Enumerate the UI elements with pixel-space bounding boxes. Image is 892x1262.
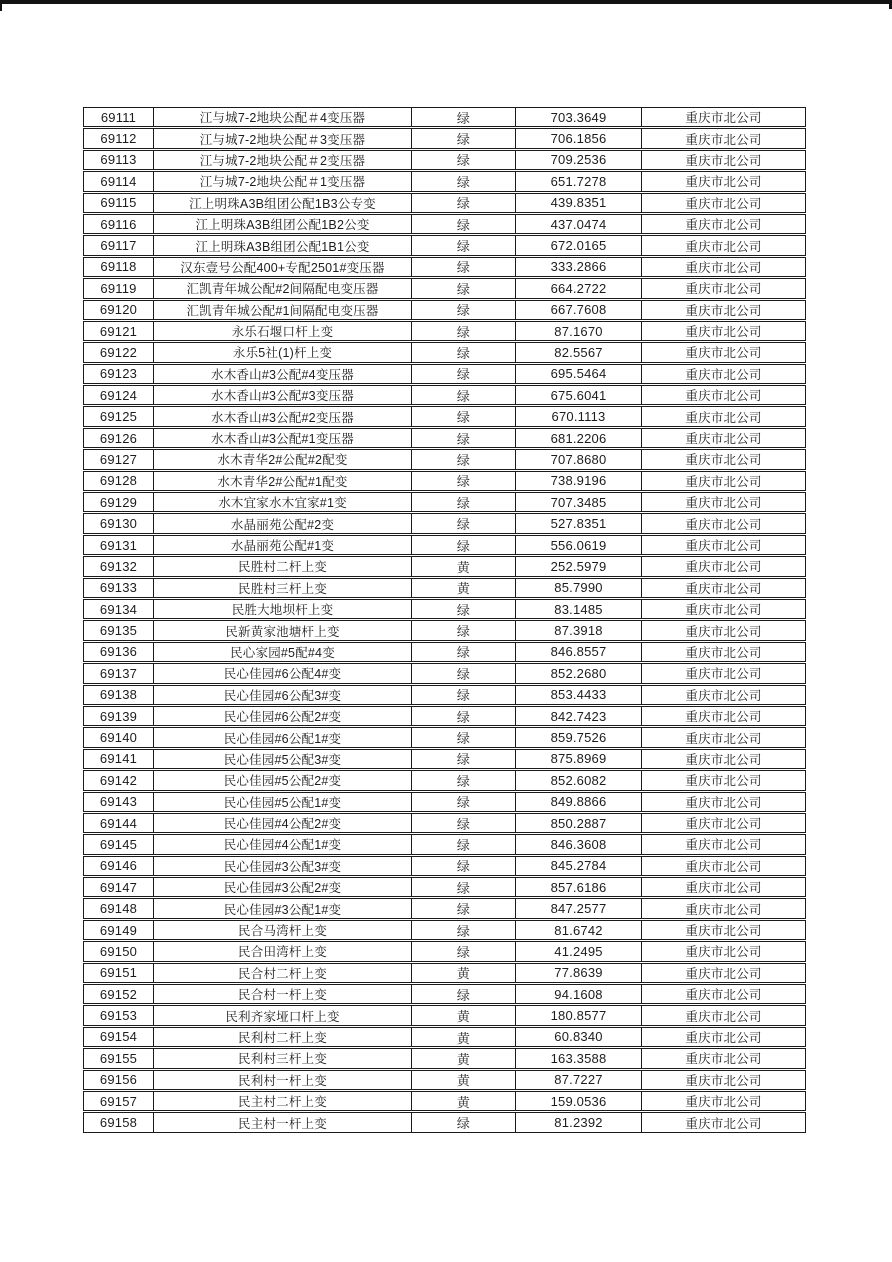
cell-company: 重庆市北公司 xyxy=(685,325,762,340)
cell-status: 绿 xyxy=(412,301,516,319)
cell-id: 69126 xyxy=(84,429,154,447)
cell-name: 水木香山#3公配#4变压器 xyxy=(154,365,412,383)
cell-name: 民合村一杆上变 xyxy=(154,985,412,1003)
table-row xyxy=(83,449,806,469)
cell-name: 民新黄家池塘杆上变 xyxy=(154,621,412,639)
cell-name: 民心佳园#4公配1#变 xyxy=(154,835,412,853)
cell-value: 672.0165 xyxy=(516,236,642,254)
cell-id: 69117 xyxy=(84,236,154,254)
table-row xyxy=(83,171,806,191)
cell-id: 69116 xyxy=(84,215,154,233)
cell-name: 民心佳园#4公配2#变 xyxy=(154,814,412,832)
cell-company: 重庆市北公司 xyxy=(685,710,762,725)
cell-id: 69132 xyxy=(84,557,154,575)
cell-name: 民合田湾杆上变 xyxy=(154,942,412,960)
cell-company: 重庆市北公司 xyxy=(685,517,762,532)
cell-name: 汉东壹号公配400+专配2501#变压器 xyxy=(154,258,412,276)
cell-status: 绿 xyxy=(412,857,516,875)
cell-value: 707.3485 xyxy=(516,493,642,511)
cell-name: 民胜大地坝杆上变 xyxy=(154,600,412,618)
cell-company: 重庆市北公司 xyxy=(685,1073,762,1088)
table-row xyxy=(83,364,806,384)
table-row xyxy=(83,257,806,277)
cell-name: 民心佳园#5公配3#变 xyxy=(154,750,412,768)
cell-status: 黄 xyxy=(412,1092,516,1110)
cell-company: 重庆市北公司 xyxy=(685,667,762,682)
cell-id: 69113 xyxy=(84,151,154,169)
cell-name: 民心佳园#3公配2#变 xyxy=(154,878,412,896)
cell-company: 重庆市北公司 xyxy=(685,774,762,789)
table-row xyxy=(83,770,806,790)
cell-company: 重庆市北公司 xyxy=(685,1116,762,1131)
cell-name: 水木香山#3公配#2变压器 xyxy=(154,407,412,425)
cell-id: 69151 xyxy=(84,964,154,982)
table-row xyxy=(83,813,806,833)
cell-status: 绿 xyxy=(412,921,516,939)
cell-id: 69134 xyxy=(84,600,154,618)
cell-status: 黄 xyxy=(412,579,516,597)
cell-status: 绿 xyxy=(412,536,516,554)
cell-id: 69139 xyxy=(84,707,154,725)
cell-status: 绿 xyxy=(412,899,516,917)
table-row xyxy=(83,1070,806,1090)
cell-value: 852.2680 xyxy=(516,664,642,682)
cell-id: 69141 xyxy=(84,750,154,768)
cell-id: 69144 xyxy=(84,814,154,832)
cell-name: 水木香山#3公配#3变压器 xyxy=(154,386,412,404)
table-row xyxy=(83,1091,806,1111)
cell-company: 重庆市北公司 xyxy=(685,1095,762,1110)
cell-status: 黄 xyxy=(412,557,516,575)
cell-status: 黄 xyxy=(412,1006,516,1024)
cell-value: 707.8680 xyxy=(516,450,642,468)
cell-company: 重庆市北公司 xyxy=(685,303,762,318)
cell-company: 重庆市北公司 xyxy=(685,539,762,553)
cell-name: 民利村二杆上变 xyxy=(154,1028,412,1046)
cell-id: 69131 xyxy=(84,536,154,554)
table-row xyxy=(83,663,806,683)
cell-status: 绿 xyxy=(412,985,516,1003)
table-row xyxy=(83,920,806,940)
cell-value: 706.1856 xyxy=(516,129,642,147)
cell-name: 江与城7-2地块公配＃2变压器 xyxy=(154,151,412,169)
cell-status: 绿 xyxy=(412,493,516,511)
cell-status: 绿 xyxy=(412,129,516,147)
cell-company: 重庆市北公司 xyxy=(685,196,762,211)
cell-name: 民利村一杆上变 xyxy=(154,1071,412,1089)
cell-id: 69142 xyxy=(84,771,154,789)
cell-company: 重庆市北公司 xyxy=(685,560,762,575)
cell-value: 83.1485 xyxy=(516,600,642,618)
table-row xyxy=(83,877,806,897)
cell-id: 69129 xyxy=(84,493,154,511)
cell-status: 黄 xyxy=(412,1028,516,1046)
cell-company: 重庆市北公司 xyxy=(685,389,762,404)
cell-id: 69125 xyxy=(84,407,154,425)
cell-id: 69138 xyxy=(84,686,154,704)
cell-company: 重庆市北公司 xyxy=(685,688,762,703)
cell-id: 69157 xyxy=(84,1092,154,1110)
cell-company: 重庆市北公司 xyxy=(685,260,762,275)
cell-value: 159.0536 xyxy=(516,1092,642,1110)
cell-company: 重庆市北公司 xyxy=(685,175,762,190)
cell-value: 87.7227 xyxy=(516,1071,642,1089)
cell-id: 69128 xyxy=(84,472,154,490)
cell-name: 民主村一杆上变 xyxy=(154,1113,412,1131)
cell-value: 41.2495 xyxy=(516,942,642,960)
table-row xyxy=(83,235,806,255)
table-row xyxy=(83,1005,806,1025)
cell-value: 333.2866 xyxy=(516,258,642,276)
cell-value: 681.2206 xyxy=(516,429,642,447)
cell-company: 重庆市北公司 xyxy=(685,132,762,147)
cell-status: 绿 xyxy=(412,728,516,746)
cell-status: 绿 xyxy=(412,707,516,725)
cell-status: 绿 xyxy=(412,600,516,618)
table-row xyxy=(83,1112,806,1132)
table-row xyxy=(83,150,806,170)
cell-value: 527.8351 xyxy=(516,514,642,532)
cell-id: 69111 xyxy=(84,108,154,126)
cell-status: 绿 xyxy=(412,686,516,704)
transformer-table xyxy=(83,107,806,1134)
cell-value: 852.6082 xyxy=(516,771,642,789)
scan-edge-top xyxy=(0,0,892,4)
cell-id: 69130 xyxy=(84,514,154,532)
cell-value: 846.8557 xyxy=(516,643,642,661)
cell-id: 69137 xyxy=(84,664,154,682)
cell-value: 180.8577 xyxy=(516,1006,642,1024)
cell-company: 重庆市北公司 xyxy=(685,752,762,767)
cell-value: 87.3918 xyxy=(516,621,642,639)
cell-value: 703.3649 xyxy=(516,108,642,126)
cell-name: 江上明珠A3B组团公配1B3公专变 xyxy=(154,194,412,212)
cell-company: 重庆市北公司 xyxy=(685,453,762,468)
cell-id: 69133 xyxy=(84,579,154,597)
cell-status: 绿 xyxy=(412,407,516,425)
cell-company: 重庆市北公司 xyxy=(685,218,762,233)
cell-company: 重庆市北公司 xyxy=(685,624,762,639)
table-row xyxy=(83,792,806,812)
cell-company: 重庆市北公司 xyxy=(685,282,762,297)
table-row xyxy=(83,385,806,405)
cell-name: 民心佳园#5公配2#变 xyxy=(154,771,412,789)
cell-status: 绿 xyxy=(412,750,516,768)
cell-company: 重庆市北公司 xyxy=(685,881,762,896)
cell-name: 水晶丽苑公配#2变 xyxy=(154,514,412,532)
cell-name: 民胜村三杆上变 xyxy=(154,579,412,597)
cell-value: 81.6742 xyxy=(516,921,642,939)
cell-id: 69114 xyxy=(84,172,154,190)
table-row xyxy=(83,428,806,448)
cell-name: 汇凯青年城公配#2间隔配电变压器 xyxy=(154,279,412,297)
cell-name: 水晶丽苑公配#1变 xyxy=(154,536,412,554)
cell-id: 69143 xyxy=(84,793,154,811)
cell-company: 重庆市北公司 xyxy=(685,859,762,874)
cell-name: 民心佳园#6公配4#变 xyxy=(154,664,412,682)
cell-value: 695.5464 xyxy=(516,365,642,383)
cell-status: 绿 xyxy=(412,429,516,447)
cell-company: 重庆市北公司 xyxy=(685,945,762,960)
table-row xyxy=(83,492,806,512)
cell-value: 857.6186 xyxy=(516,878,642,896)
cell-value: 859.7526 xyxy=(516,728,642,746)
cell-company: 重庆市北公司 xyxy=(685,432,762,447)
table-row xyxy=(83,642,806,662)
cell-status: 绿 xyxy=(412,878,516,896)
cell-value: 842.7423 xyxy=(516,707,642,725)
cell-id: 69135 xyxy=(84,621,154,639)
cell-status: 绿 xyxy=(412,194,516,212)
cell-status: 绿 xyxy=(412,472,516,490)
cell-company: 重庆市北公司 xyxy=(685,153,762,168)
cell-id: 69152 xyxy=(84,985,154,1003)
cell-name: 民心佳园#3公配3#变 xyxy=(154,857,412,875)
table-row xyxy=(83,834,806,854)
cell-company: 重庆市北公司 xyxy=(685,496,762,511)
cell-company: 重庆市北公司 xyxy=(685,795,762,810)
cell-id: 69148 xyxy=(84,899,154,917)
cell-value: 875.8969 xyxy=(516,750,642,768)
cell-status: 黄 xyxy=(412,1071,516,1089)
cell-value: 667.7608 xyxy=(516,301,642,319)
table-row xyxy=(83,535,806,555)
cell-value: 651.7278 xyxy=(516,172,642,190)
cell-status: 绿 xyxy=(412,108,516,126)
cell-status: 绿 xyxy=(412,643,516,661)
cell-value: 846.3608 xyxy=(516,835,642,853)
scan-edge-left xyxy=(0,0,2,11)
cell-company: 重庆市北公司 xyxy=(685,111,762,126)
table-row xyxy=(83,984,806,1004)
table-row xyxy=(83,513,806,533)
table-row xyxy=(83,193,806,213)
cell-status: 绿 xyxy=(412,343,516,361)
cell-id: 69121 xyxy=(84,322,154,340)
cell-value: 853.4433 xyxy=(516,686,642,704)
cell-name: 永乐石堰口杆上变 xyxy=(154,322,412,340)
cell-status: 绿 xyxy=(412,814,516,832)
cell-id: 69155 xyxy=(84,1049,154,1067)
table-row xyxy=(83,300,806,320)
cell-company: 重庆市北公司 xyxy=(685,817,762,832)
cell-name: 水木青华2#公配#1配变 xyxy=(154,472,412,490)
cell-id: 69112 xyxy=(84,129,154,147)
cell-status: 绿 xyxy=(412,236,516,254)
table-row xyxy=(83,406,806,426)
table-row xyxy=(83,706,806,726)
cell-value: 849.8866 xyxy=(516,793,642,811)
cell-name: 民合马湾杆上变 xyxy=(154,921,412,939)
cell-status: 绿 xyxy=(412,386,516,404)
cell-value: 845.2784 xyxy=(516,857,642,875)
table-row xyxy=(83,578,806,598)
cell-value: 437.0474 xyxy=(516,215,642,233)
cell-status: 绿 xyxy=(412,322,516,340)
table-row xyxy=(83,941,806,961)
table-row xyxy=(83,620,806,640)
cell-company: 重庆市北公司 xyxy=(685,924,762,939)
cell-status: 绿 xyxy=(412,151,516,169)
cell-status: 绿 xyxy=(412,365,516,383)
cell-status: 黄 xyxy=(412,964,516,982)
cell-company: 重庆市北公司 xyxy=(685,1052,762,1067)
cell-id: 69154 xyxy=(84,1028,154,1046)
table-row xyxy=(83,214,806,234)
table-row xyxy=(83,898,806,918)
cell-status: 绿 xyxy=(412,258,516,276)
cell-id: 69118 xyxy=(84,258,154,276)
cell-id: 69146 xyxy=(84,857,154,875)
cell-company: 重庆市北公司 xyxy=(685,239,762,254)
cell-status: 黄 xyxy=(412,1049,516,1067)
cell-value: 81.2392 xyxy=(516,1113,642,1131)
cell-name: 民心家园#5配#4变 xyxy=(154,643,412,661)
cell-status: 绿 xyxy=(412,835,516,853)
cell-name: 汇凯青年城公配#1间隔配电变压器 xyxy=(154,301,412,319)
cell-name: 民胜村二杆上变 xyxy=(154,557,412,575)
cell-id: 69156 xyxy=(84,1071,154,1089)
cell-value: 82.5567 xyxy=(516,343,642,361)
cell-company: 重庆市北公司 xyxy=(685,581,762,596)
cell-name: 民心佳园#3公配1#变 xyxy=(154,899,412,917)
cell-status: 绿 xyxy=(412,942,516,960)
cell-company: 重庆市北公司 xyxy=(685,1030,762,1045)
cell-name: 水木香山#3公配#1变压器 xyxy=(154,429,412,447)
cell-id: 69140 xyxy=(84,728,154,746)
cell-name: 民心佳园#6公配1#变 xyxy=(154,728,412,746)
table-row xyxy=(83,856,806,876)
cell-company: 重庆市北公司 xyxy=(685,603,762,618)
cell-id: 69153 xyxy=(84,1006,154,1024)
cell-name: 水木青华2#公配#2配变 xyxy=(154,450,412,468)
table-row xyxy=(83,128,806,148)
cell-value: 252.5979 xyxy=(516,557,642,575)
cell-company: 重庆市北公司 xyxy=(685,731,762,746)
cell-status: 绿 xyxy=(412,771,516,789)
cell-value: 556.0619 xyxy=(516,536,642,554)
table-row xyxy=(83,107,806,127)
table-row xyxy=(83,342,806,362)
cell-company: 重庆市北公司 xyxy=(685,988,762,1003)
cell-value: 675.6041 xyxy=(516,386,642,404)
cell-name: 民利齐家垭口杆上变 xyxy=(154,1006,412,1024)
cell-id: 69136 xyxy=(84,643,154,661)
cell-name: 江与城7-2地块公配＃3变压器 xyxy=(154,129,412,147)
cell-id: 69122 xyxy=(84,343,154,361)
cell-name: 民合村二杆上变 xyxy=(154,964,412,982)
cell-id: 69123 xyxy=(84,365,154,383)
cell-value: 163.3588 xyxy=(516,1049,642,1067)
cell-company: 重庆市北公司 xyxy=(685,474,762,489)
cell-status: 绿 xyxy=(412,450,516,468)
cell-status: 绿 xyxy=(412,279,516,297)
table-row xyxy=(83,556,806,576)
cell-name: 民利村三杆上变 xyxy=(154,1049,412,1067)
table-row xyxy=(83,278,806,298)
table-row xyxy=(83,963,806,983)
cell-company: 重庆市北公司 xyxy=(685,966,762,981)
cell-status: 绿 xyxy=(412,172,516,190)
cell-value: 850.2887 xyxy=(516,814,642,832)
cell-name: 江上明珠A3B组团公配1B2公变 xyxy=(154,215,412,233)
table-row xyxy=(83,1027,806,1047)
cell-status: 绿 xyxy=(412,793,516,811)
cell-value: 709.2536 xyxy=(516,151,642,169)
table-row xyxy=(83,321,806,341)
cell-status: 绿 xyxy=(412,514,516,532)
table-row xyxy=(83,749,806,769)
cell-name: 民心佳园#6公配3#变 xyxy=(154,686,412,704)
cell-id: 69127 xyxy=(84,450,154,468)
cell-name: 水木宜家水木宜家#1变 xyxy=(154,493,412,511)
table-row xyxy=(83,599,806,619)
cell-id: 69145 xyxy=(84,835,154,853)
cell-id: 69147 xyxy=(84,878,154,896)
cell-id: 69119 xyxy=(84,279,154,297)
cell-value: 738.9196 xyxy=(516,472,642,490)
cell-company: 重庆市北公司 xyxy=(685,838,762,853)
cell-value: 60.8340 xyxy=(516,1028,642,1046)
cell-value: 847.2577 xyxy=(516,899,642,917)
cell-name: 永乐5社(1)杆上变 xyxy=(154,343,412,361)
cell-value: 670.1113 xyxy=(516,407,642,425)
cell-status: 绿 xyxy=(412,215,516,233)
cell-name: 江与城7-2地块公配＃1变压器 xyxy=(154,172,412,190)
cell-id: 69150 xyxy=(84,942,154,960)
cell-status: 绿 xyxy=(412,1113,516,1131)
cell-value: 77.8639 xyxy=(516,964,642,982)
table-row xyxy=(83,1048,806,1068)
cell-value: 664.2722 xyxy=(516,279,642,297)
cell-company: 重庆市北公司 xyxy=(685,1009,762,1024)
cell-id: 69120 xyxy=(84,301,154,319)
cell-status: 绿 xyxy=(412,621,516,639)
cell-name: 江上明珠A3B组团公配1B1公变 xyxy=(154,236,412,254)
cell-name: 江与城7-2地块公配＃4变压器 xyxy=(154,108,412,126)
cell-name: 民心佳园#6公配2#变 xyxy=(154,707,412,725)
cell-value: 87.1670 xyxy=(516,322,642,340)
cell-value: 94.1608 xyxy=(516,985,642,1003)
cell-status: 绿 xyxy=(412,664,516,682)
cell-value: 85.7990 xyxy=(516,579,642,597)
cell-value: 439.8351 xyxy=(516,194,642,212)
table-row xyxy=(83,727,806,747)
cell-company: 重庆市北公司 xyxy=(685,902,762,917)
cell-company: 重庆市北公司 xyxy=(685,346,762,361)
cell-name: 民主村二杆上变 xyxy=(154,1092,412,1110)
cell-id: 69115 xyxy=(84,194,154,212)
table-row xyxy=(83,471,806,491)
cell-id: 69124 xyxy=(84,386,154,404)
table-row xyxy=(83,685,806,705)
cell-name: 民心佳园#5公配1#变 xyxy=(154,793,412,811)
cell-company: 重庆市北公司 xyxy=(685,367,762,382)
cell-id: 69149 xyxy=(84,921,154,939)
cell-company: 重庆市北公司 xyxy=(685,410,762,425)
cell-id: 69158 xyxy=(84,1113,154,1131)
cell-company: 重庆市北公司 xyxy=(685,645,762,660)
